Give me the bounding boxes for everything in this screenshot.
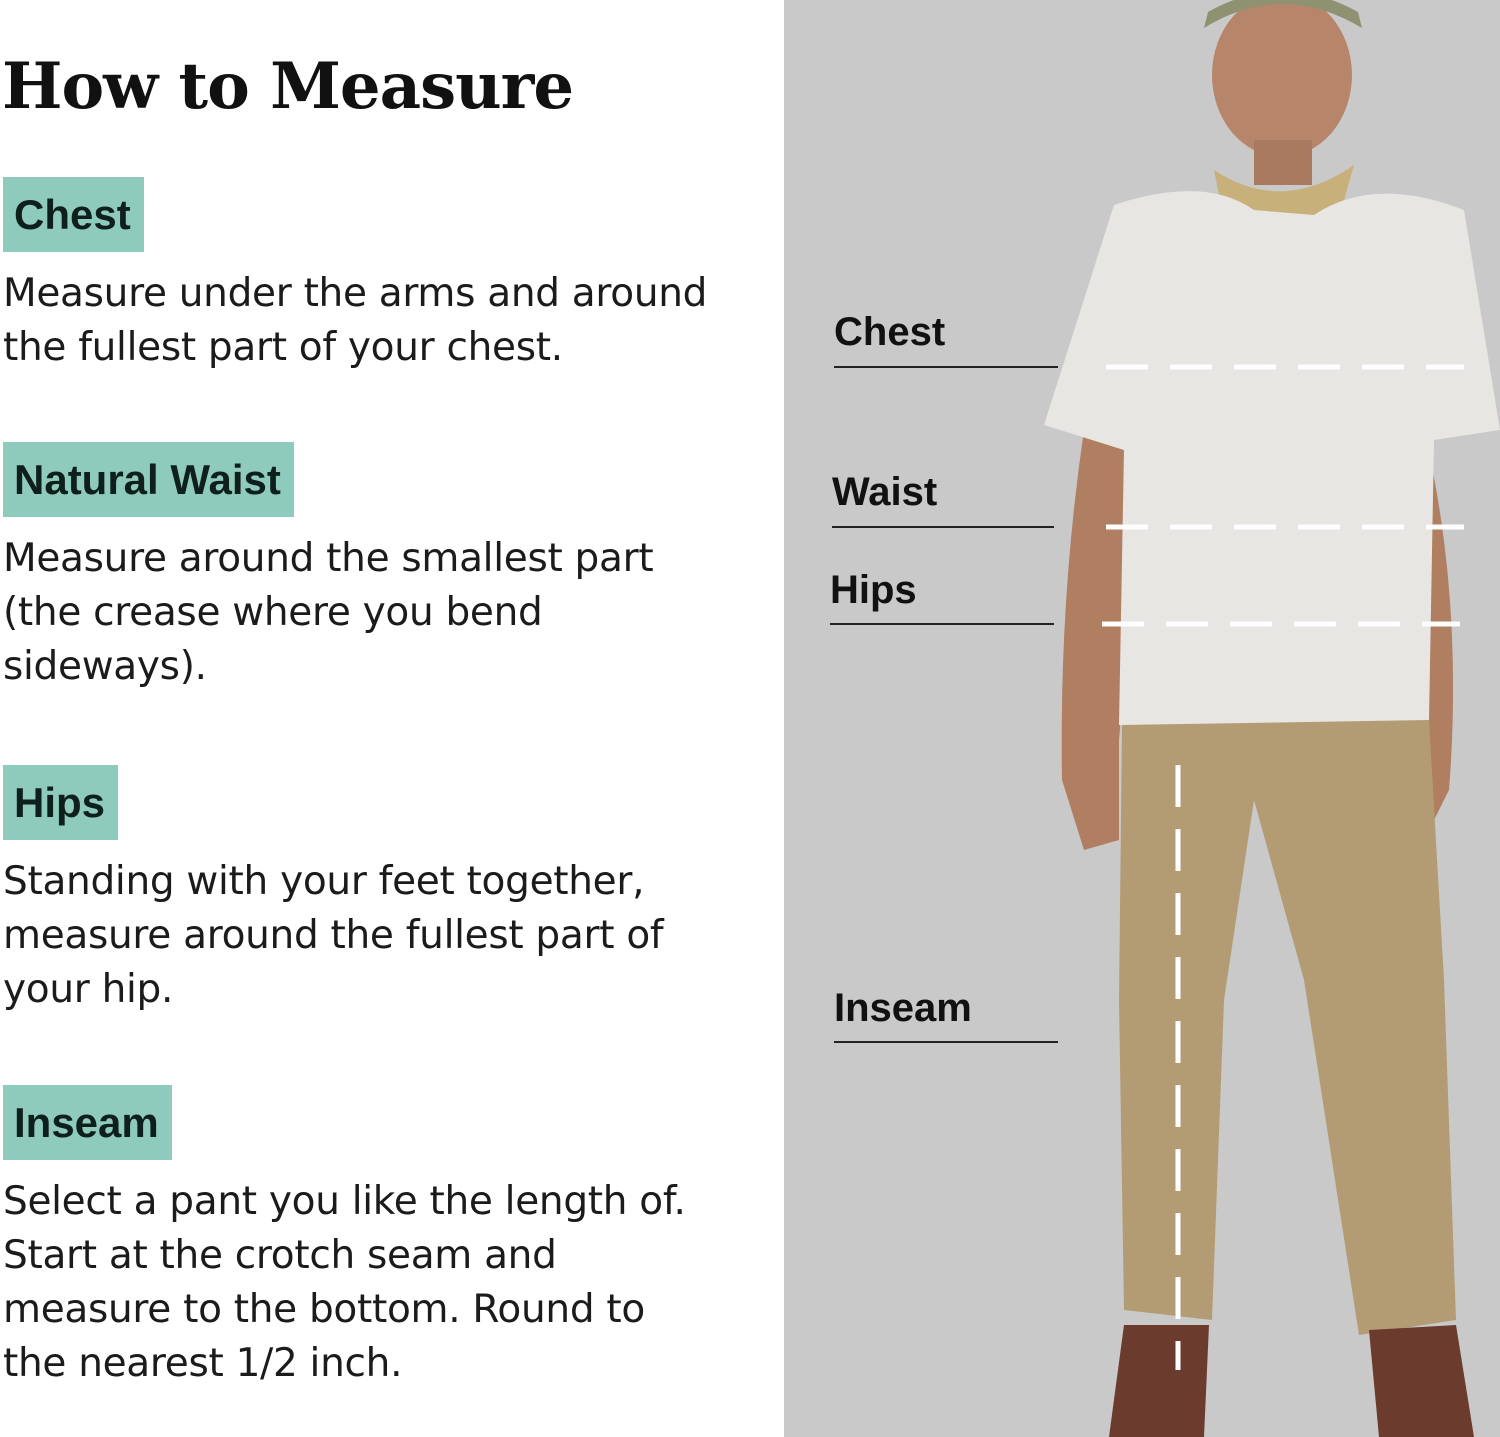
hips-description: Standing with your feet together, measure around the fullest part of your hip. xyxy=(3,858,664,1012)
section-hips xyxy=(3,765,763,1017)
waist-underline xyxy=(832,526,1054,528)
natural-waist-description: Measure around the smallest part (the crease where you bend sideways). xyxy=(3,535,654,689)
section-natural-waist xyxy=(3,442,763,694)
pants-icon xyxy=(1119,720,1456,1335)
hips-underline xyxy=(830,623,1054,625)
section-chest xyxy=(3,177,763,375)
inseam-figure-label: Inseam xyxy=(834,986,972,1030)
left-boot-icon xyxy=(1109,1325,1209,1437)
chest-tag: Chest xyxy=(3,177,144,252)
natural-waist-tag: Natural Waist xyxy=(3,442,294,517)
waist-figure-label: Waist xyxy=(832,470,938,514)
model-illustration xyxy=(784,0,1500,1437)
right-boot-icon xyxy=(1369,1325,1474,1437)
hips-tag: Hips xyxy=(3,765,118,840)
model-head xyxy=(1212,0,1352,157)
inseam-description: Select a pant you like the length of. Start at the crotch seam and measure to the bottom. Round to the nearest 1/2 inch. xyxy=(3,1178,686,1386)
model-photo xyxy=(784,0,1500,1437)
hips-figure-label: Hips xyxy=(830,568,917,612)
section-inseam xyxy=(3,1085,763,1391)
chest-figure-label: Chest xyxy=(834,310,946,354)
page-title: How to Measure xyxy=(2,49,574,124)
inseam-tag: Inseam xyxy=(3,1085,172,1160)
chest-description: Measure under the arms and around the fullest part of your chest. xyxy=(3,270,708,370)
inseam-underline xyxy=(834,1041,1058,1043)
model-neck xyxy=(1254,140,1312,185)
chest-underline xyxy=(834,366,1058,368)
